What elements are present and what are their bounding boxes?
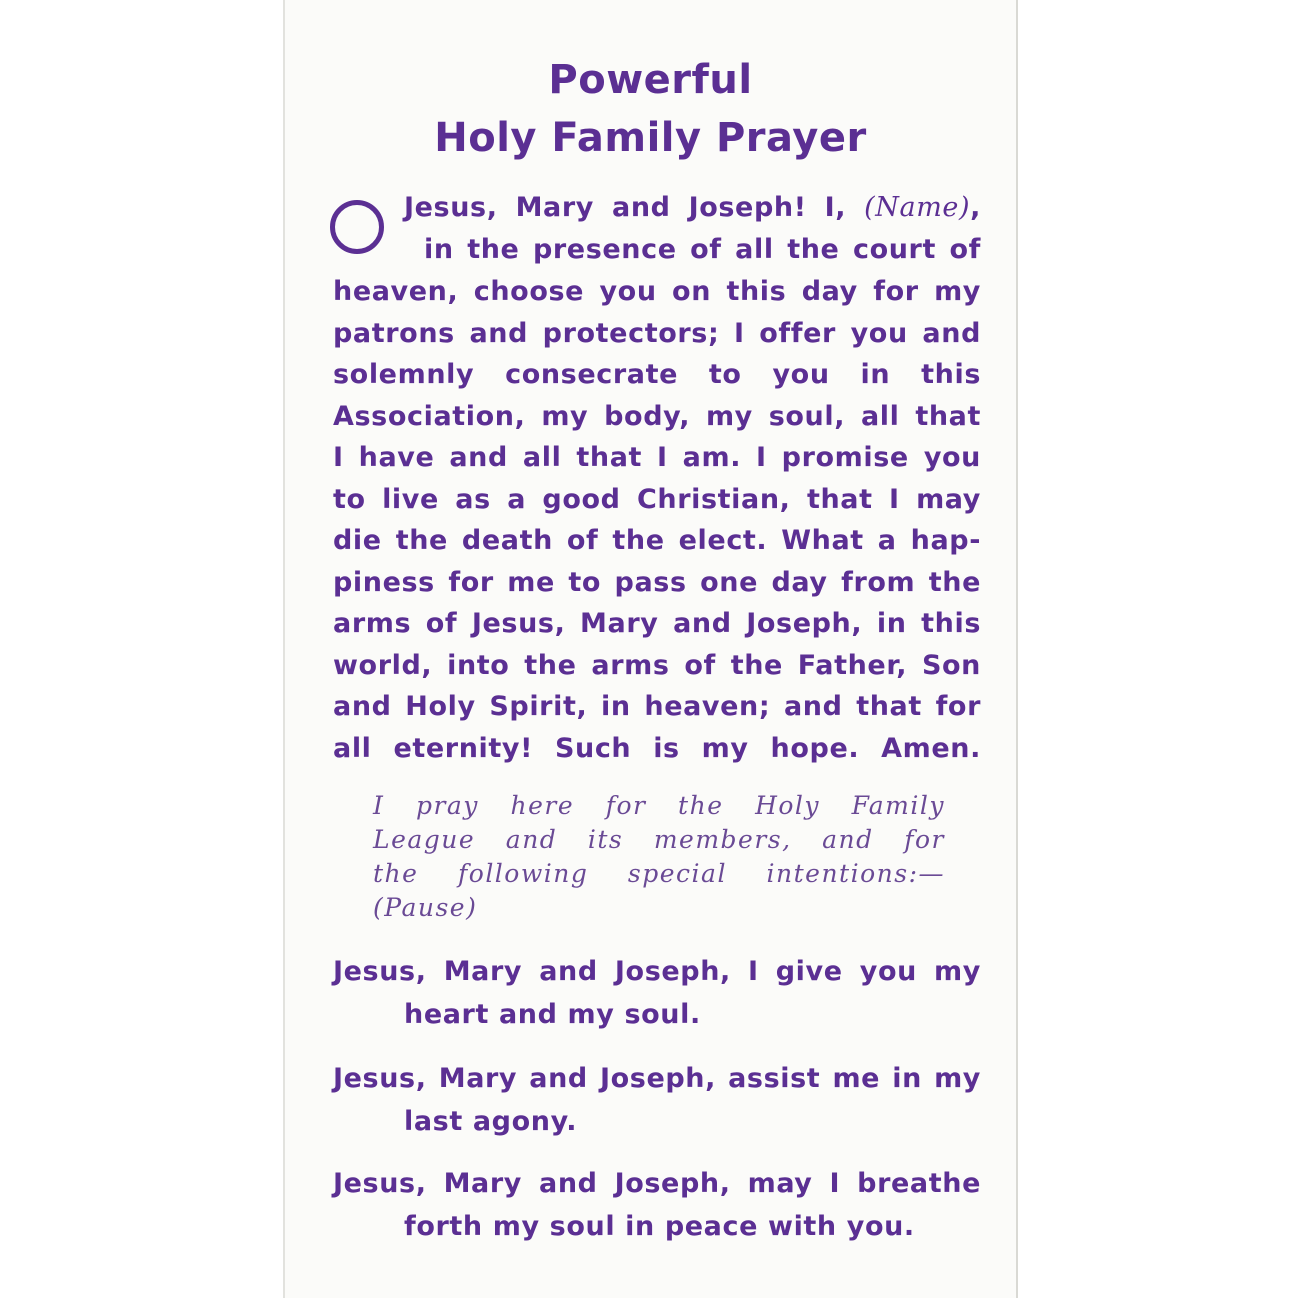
prayer-opening [404,187,981,270]
name-placeholder: (Name) [864,192,971,223]
intention-block [373,789,945,925]
prayer-line: heaven, choose you on this day for my [333,276,981,307]
intention-line: the following special intentions:— [373,859,945,888]
drop-cap-o [330,200,384,254]
prayer-line-1-text: Jesus, Mary and Joseph! I, [404,192,865,223]
prayer-line-1 [404,187,981,229]
petition-1 [333,950,981,1036]
prayer-line-1-comma: , [970,192,981,223]
prayer-line: and Holy Spirit, in heaven; and that for [333,691,981,722]
petition-2-line-2: last agony. [404,1106,578,1137]
prayer-body [333,271,981,769]
petition-3 [333,1162,981,1248]
prayer-line: arms of Jesus, Mary and Joseph, in this [333,608,981,639]
title-line-2: Holy Family Prayer [434,115,867,161]
prayer-line: I have and all that I am. I promise you [333,442,981,473]
prayer-line: die the death of the elect. What a hap- [333,525,981,556]
prayer-line-2: in the presence of all the court of [424,233,981,265]
petition-1-line-2: heart and my soul. [404,999,701,1030]
prayer-line: solemnly consecrate to you in this [333,359,981,390]
prayer-line-final: all eternity! Such is my hope. Amen. [333,732,981,764]
petition-2 [333,1057,981,1143]
prayer-line: to live as a good Christian, that I may [333,483,981,515]
petition-2-line-1: Jesus, Mary and Joseph, assist me in my [333,1063,981,1094]
prayer-line: piness for me to pass one day from the [333,566,981,598]
petition-3-line-2: forth my soul in peace with you. [404,1211,915,1242]
petition-3-line-1: Jesus, Mary and Joseph, may I breathe [333,1168,981,1199]
title-line-1: Powerful [548,57,753,103]
prayer-line: Association, my body, my soul, all that [333,400,981,432]
prayer-line: patrons and protectors; I offer you and [333,317,981,349]
prayer-line: world, into the arms of the Father, Son [333,649,981,681]
intention-pause: (Pause) [373,893,478,922]
intention-line: League and its members, and for [373,825,945,854]
petition-1-line-1: Jesus, Mary and Joseph, I give you my [333,956,981,987]
intention-line: I pray here for the Holy Family [373,791,945,820]
